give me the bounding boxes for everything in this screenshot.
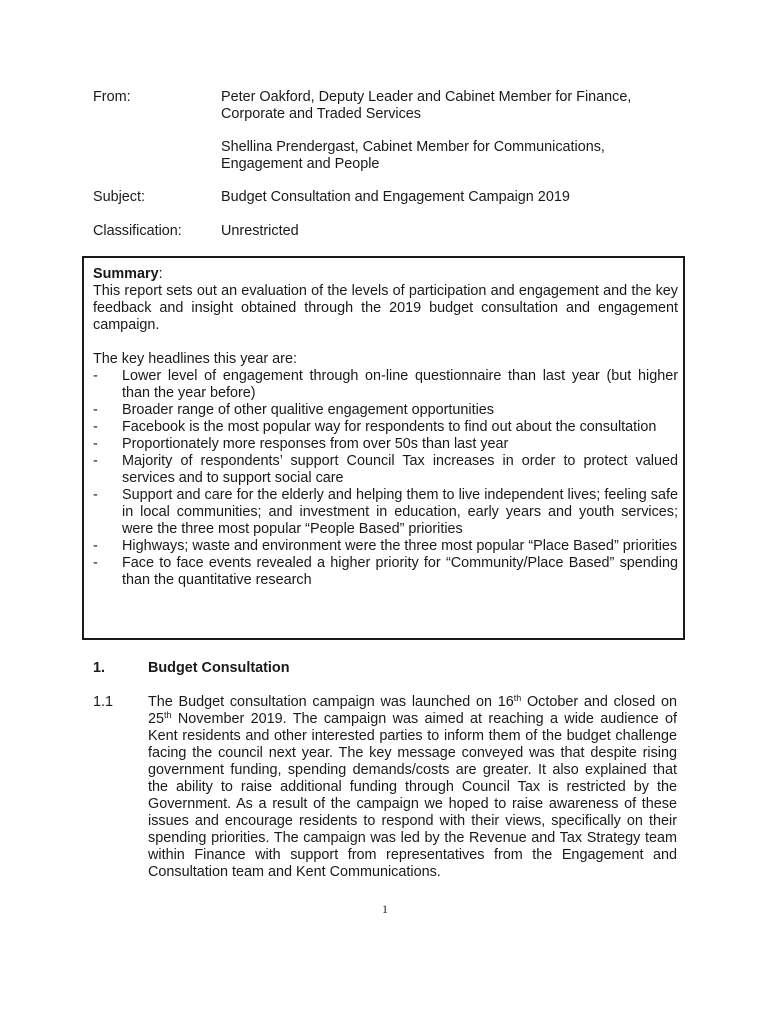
list-item bbox=[93, 419, 678, 436]
from-line: Corporate and Traded Services bbox=[221, 106, 421, 122]
paragraph-text-part: November 2019. The campaign was aimed at reaching a wide audience of Kent residents and other interested parties to inform them of the budget challenge facing the council next year. The key message conveyed was that despite rising government funding, spending demands/costs are greater. It also explained that the ability to raise additional funding through Council Tax is restricted by the Government. As a result of the campaign we hoped to raise awareness of these issues and encourage residents to respond with their views, specifically on their spending priorities. The campaign was led by the Revenue and Tax Strategy team within Finance with support from representatives from the Engagement and Consultation team and Kent Communications. bbox=[148, 711, 677, 880]
classification-label: Classification: bbox=[93, 223, 182, 239]
summary-heading-colon: : bbox=[158, 266, 163, 282]
bullet-dash: - bbox=[93, 368, 98, 384]
superscript: th bbox=[164, 710, 172, 720]
list-item-text: Face to face events revealed a higher priority for “Community/Place Based” spending than the quantitative research bbox=[122, 555, 678, 588]
bullet-dash: - bbox=[93, 487, 98, 503]
summary-content bbox=[93, 266, 678, 589]
section-number: 1. bbox=[93, 660, 106, 676]
list-item-text: Facebook is the most popular way for respondents to find out about the consultation bbox=[122, 419, 657, 435]
from-line: Engagement and People bbox=[221, 156, 380, 172]
bullet-dash: - bbox=[93, 453, 98, 469]
list-item bbox=[93, 436, 678, 453]
summary-intro: This report sets out an evaluation of the levels of participation and engagement and the key feedback and insight obtained through the 2019 budget consultation and engagement campaign. bbox=[93, 283, 678, 333]
paragraph-text-part: October and closed on 25 bbox=[148, 694, 677, 727]
headlines-intro: The key headlines this year are: bbox=[93, 351, 297, 367]
summary-heading-line bbox=[93, 266, 678, 283]
list-item-text: Proportionately more responses from over 50s than last year bbox=[122, 436, 509, 452]
bullet-dash: - bbox=[93, 419, 98, 435]
subject-value: Budget Consultation and Engagement Campaign 2019 bbox=[221, 189, 570, 205]
from-label: From: bbox=[93, 89, 131, 105]
list-item-text: Lower level of engagement through on-line questionnaire than last year (but higher than the year before) bbox=[122, 368, 678, 401]
from-value bbox=[221, 89, 691, 173]
summary-heading: Summary bbox=[93, 266, 159, 282]
from-line: Peter Oakford, Deputy Leader and Cabinet Member for Finance, bbox=[221, 89, 632, 105]
list-item bbox=[93, 487, 678, 538]
bullet-dash: - bbox=[93, 538, 98, 554]
bullet-dash: - bbox=[93, 402, 98, 418]
summary-box bbox=[82, 256, 685, 640]
list-item-text: Highways; waste and environment were the three most popular “Place Based” priorities bbox=[122, 538, 678, 554]
subject-label: Subject: bbox=[93, 189, 145, 205]
bullet-dash: - bbox=[93, 555, 98, 571]
list-item bbox=[93, 538, 678, 555]
paragraph-text bbox=[148, 694, 677, 881]
list-item-text: Support and care for the elderly and helping them to live independent lives; feeling safe in local communities; and investment in education, early years and youth services; were the three most popular “People Based” priorities bbox=[122, 487, 678, 537]
page-number: 1 bbox=[382, 902, 388, 916]
list-item bbox=[93, 453, 678, 487]
headlines-list bbox=[93, 368, 678, 589]
list-item bbox=[93, 555, 678, 589]
list-item bbox=[93, 368, 678, 402]
list-item-text: Broader range of other qualitive engagement opportunities bbox=[122, 402, 495, 418]
list-item bbox=[93, 402, 678, 419]
section-title: Budget Consultation bbox=[148, 660, 290, 676]
list-item-text: Majority of respondents’ support Council Tax increases in order to protect valued services and to support social care bbox=[122, 453, 678, 486]
paragraph-number: 1.1 bbox=[93, 694, 114, 710]
paragraph-text-part: The Budget consultation campaign was launched on 16 bbox=[148, 694, 514, 710]
classification-value: Unrestricted bbox=[221, 223, 299, 239]
from-line: Shellina Prendergast, Cabinet Member for Communications, bbox=[221, 139, 605, 155]
superscript: th bbox=[513, 693, 522, 703]
bullet-dash: - bbox=[93, 436, 98, 452]
